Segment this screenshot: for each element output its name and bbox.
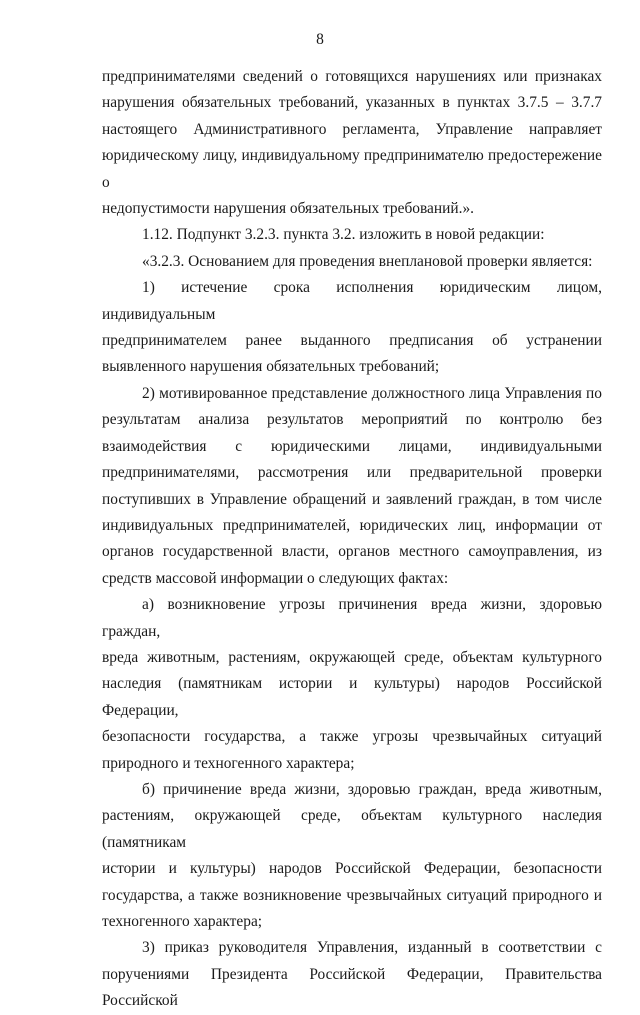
text-line: 1) истечение срока исполнения юридическим лицом, индивидуальным bbox=[102, 279, 602, 323]
text-line: 1.12. Подпункт 3.2.3. пункта 3.2. изложить в новой редакции: bbox=[142, 226, 545, 244]
text-line: «3.2.3. Основанием для проведения внеплановой проверки является: bbox=[142, 252, 593, 270]
text-line: выявленного нарушения обязательных требований; bbox=[102, 358, 440, 376]
text-line: истории и культуры) народов Российской Федерации, безопасности bbox=[102, 860, 602, 878]
text-line: органов государственной власти, органов местного самоуправления, из bbox=[102, 543, 602, 561]
text-line: взаимодействия с юридическими лицами, индивидуальными bbox=[102, 437, 602, 455]
text-line: предпринимателем ранее выданного предписания об устранении bbox=[102, 332, 602, 350]
document-body bbox=[102, 64, 602, 1015]
text-line: б) причинение вреда жизни, здоровью граждан, вреда животным, bbox=[142, 780, 602, 798]
text-line: поручениями Президента Российской Федерации, Правительства Российской bbox=[102, 965, 602, 1010]
text-line: растениям, окружающей среде, объектам культурного наследия (памятникам bbox=[102, 807, 602, 851]
text-line: недопустимости нарушения обязательных требований.». bbox=[102, 200, 474, 218]
text-line: нарушения обязательных требований, указанных в пунктах 3.7.5 – 3.7.7 bbox=[102, 94, 602, 112]
text-line: предпринимателями сведений о готовящихся нарушениях или признаках bbox=[102, 68, 602, 85]
text-line: предпринимателями, рассмотрения или предварительной проверки bbox=[102, 464, 602, 482]
text-line: техногенного характера; bbox=[102, 913, 263, 930]
text-line: результатам анализа результатов мероприятий по контролю без bbox=[102, 411, 602, 429]
text-line: наследия (памятникам истории и культуры) народов Российской Федерации, bbox=[102, 675, 602, 719]
text-line: безопасности государства, а также угрозы чрезвычайных ситуаций bbox=[102, 728, 602, 746]
text-line: поступивших в Управление обращений и заявлений граждан, в том числе bbox=[102, 490, 602, 508]
text-line: настоящего Административного регламента, Управление направляет bbox=[102, 120, 602, 138]
page-number: 8 bbox=[316, 31, 324, 48]
text-line: средств массовой информации о следующих фактах: bbox=[102, 569, 449, 587]
text-line: юридическому лицу, индивидуальному предпринимателю предостережение о bbox=[102, 147, 602, 191]
text-line: государства, а также возникновение чрезвычайных ситуаций природного и bbox=[102, 886, 602, 904]
text-line: а) возникновение угрозы причинения вреда жизни, здоровью граждан, bbox=[102, 596, 602, 640]
text-line: 3) приказ руководителя Управления, изданный в соответствии с bbox=[142, 939, 602, 957]
text-line: индивидуальных предпринимателей, юридических лиц, информации от bbox=[102, 516, 602, 534]
text-line: 2) мотивированное представление должностного лица Управления по bbox=[142, 384, 602, 402]
text-line: вреда животным, растениям, окружающей среде, объектам культурного bbox=[102, 648, 602, 666]
text-line: природного и техногенного характера; bbox=[102, 754, 355, 772]
